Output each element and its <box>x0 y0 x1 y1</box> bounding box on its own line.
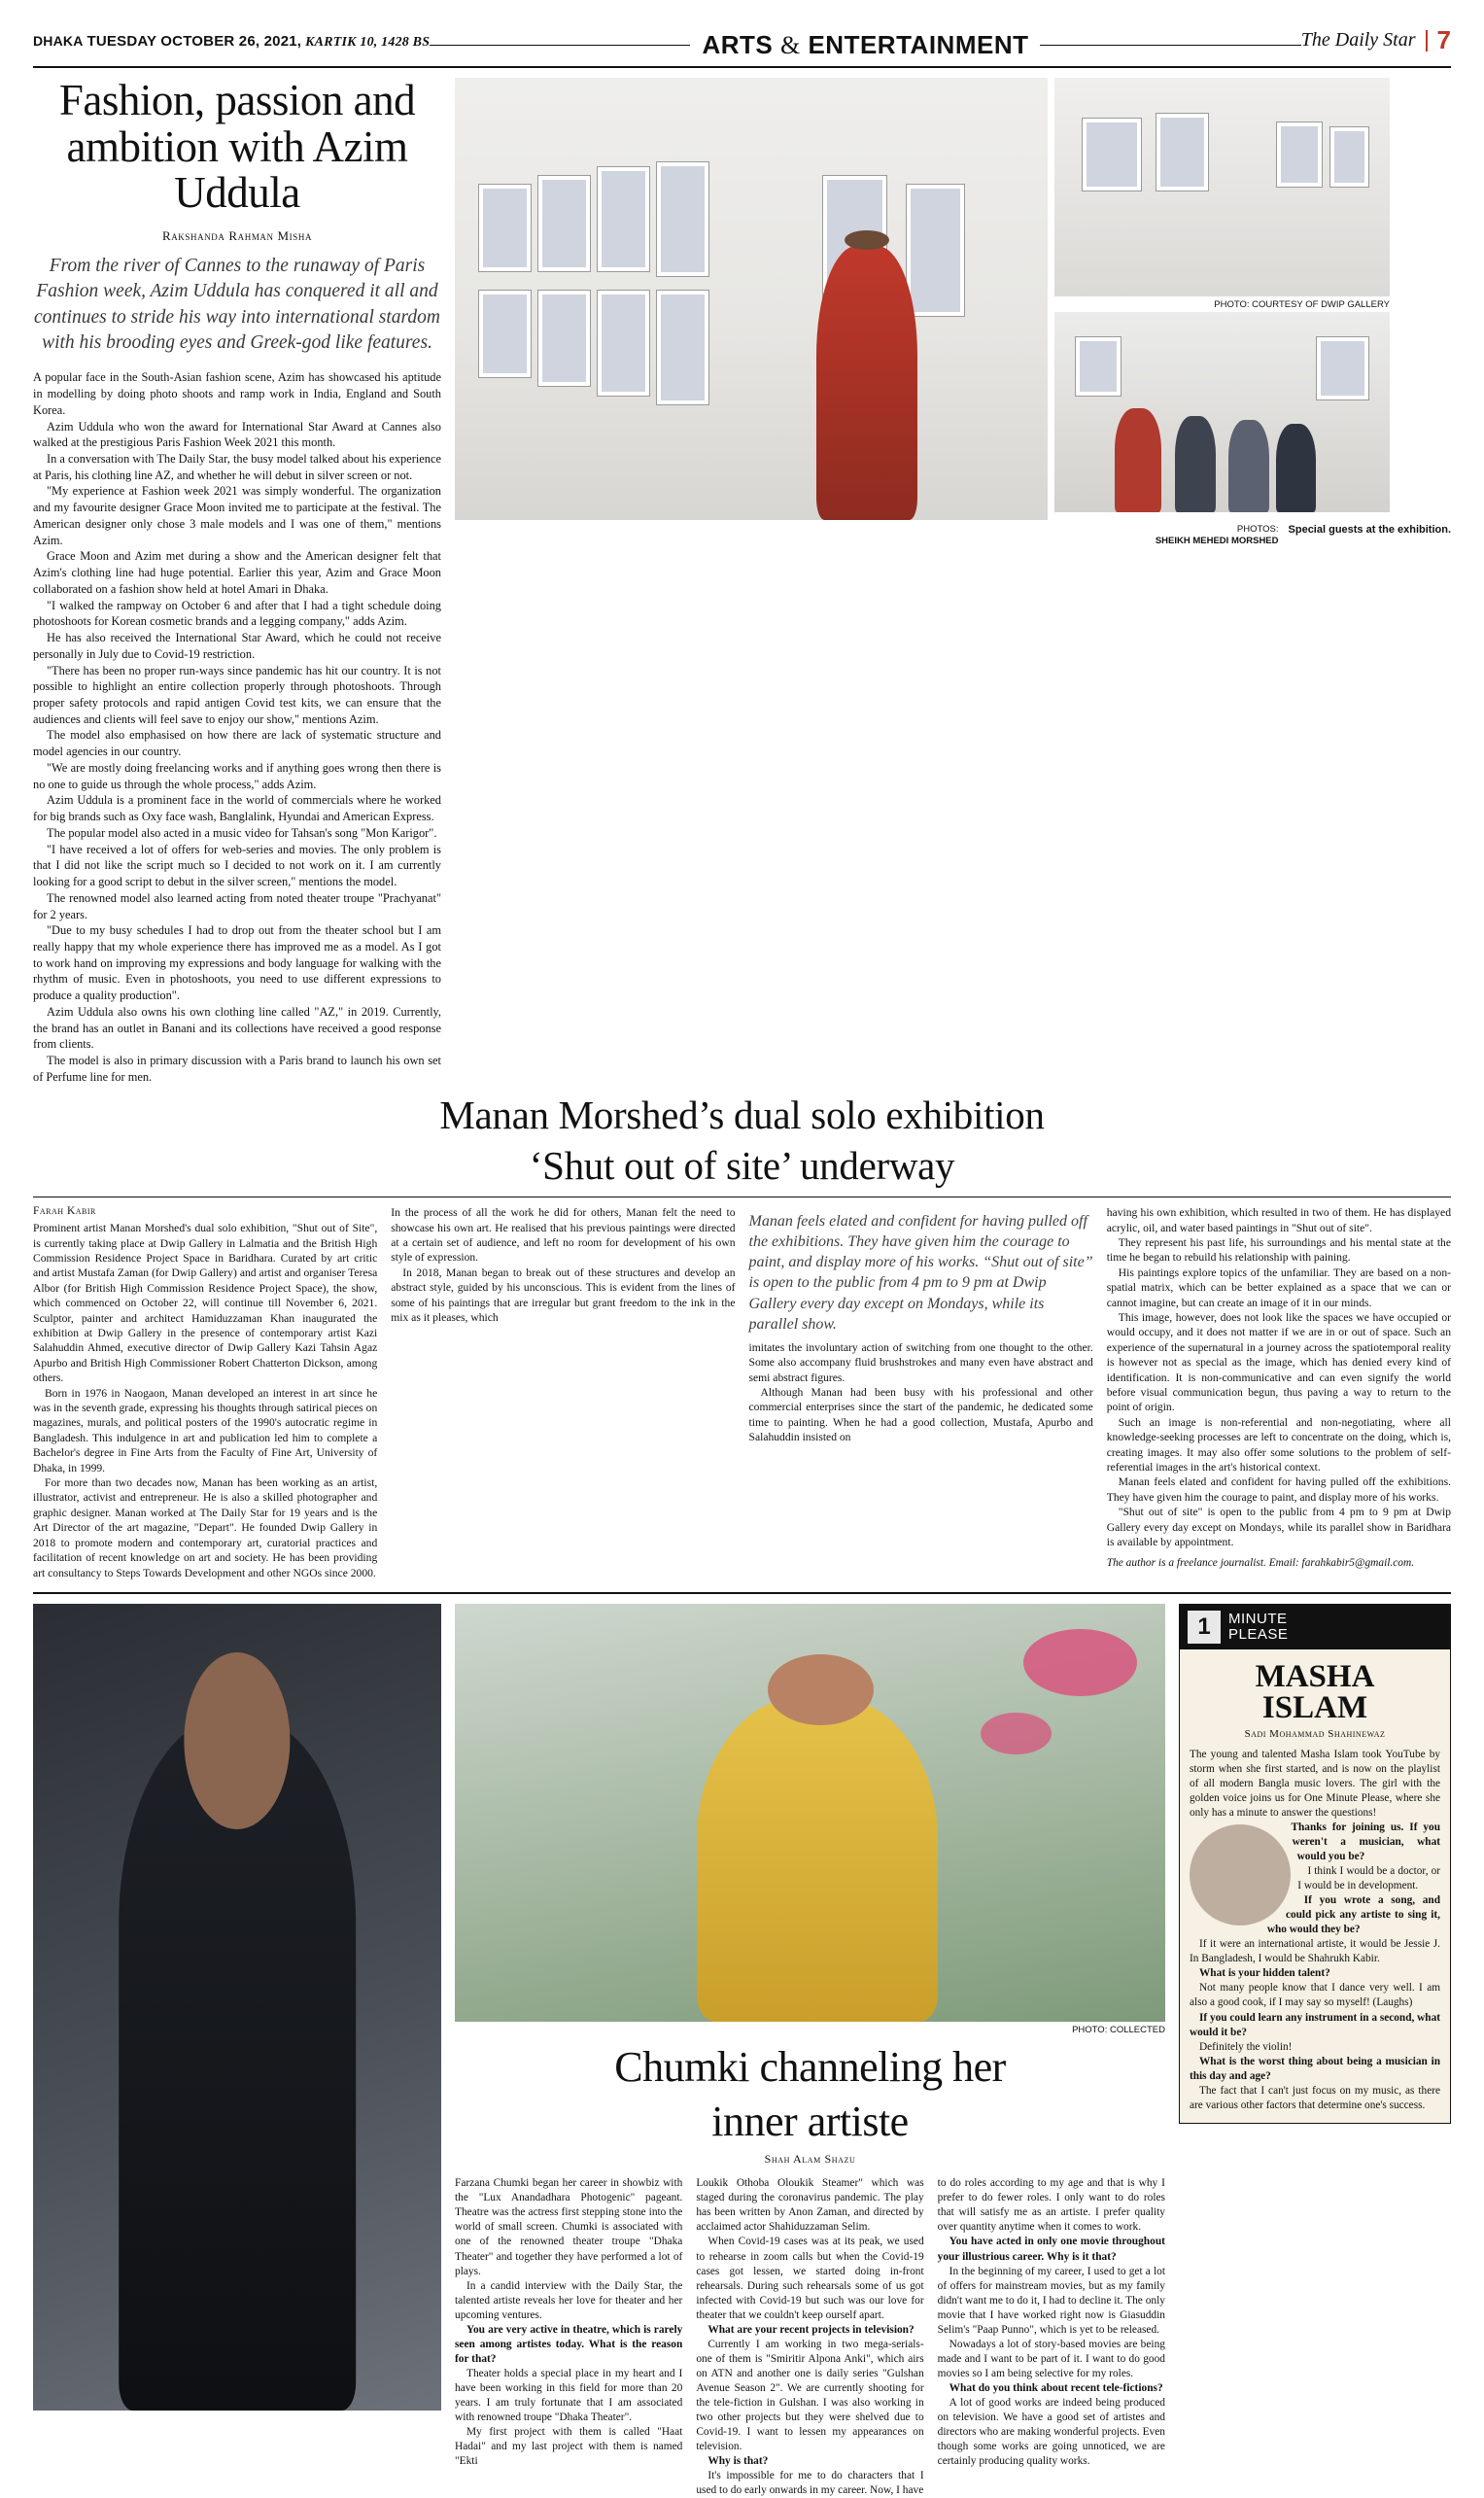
story3-question: What are your recent projects in television? <box>707 2323 915 2336</box>
story2-col3 <box>749 1205 1093 1580</box>
story2-col2 <box>391 1205 735 1580</box>
masthead-date: TUESDAY OCTOBER 26, 2021, <box>86 33 302 50</box>
story2 <box>33 1093 1451 1580</box>
story2-para: Prominent artist Manan Morshed's dual solo exhibition, "Shut out of Site", is currently taking place at Dwip Gallery in Lalmatia and the British High Commission Residence Project Space in Baridhara. Curated by art critic and artist Mustafa Zaman (for Dwip Gallery) and artist and organiser Teresa Albor (for British High Commission Residence Project Space), the show, which commenced on October 22, will continue till November 6, 2021. Sculptor, painter and architect Hamiduzzaman Khan inaugurated the exhibition at Dwip Gallery in the presence of contemporary artist Kazi Salahuddin Ahmed, executive director of Dwip Gallery Kazi Tahsin Agaz Apurbo and British High Commissioner Robert Chatterton Dickson, among others. <box>33 1222 378 1385</box>
story3-para: to do roles according to my age and that is why I prefer to do fewer roles. I only want to do roles that will satisfy me as an artiste. I prefer quality over quantity anytime when it comes to work. <box>937 2177 1165 2234</box>
gallery-corridor-photo <box>1054 78 1390 296</box>
story1-para: The model is also in primary discussion with a Paris brand to launch his own set of Perfume line for men. <box>33 1054 441 1084</box>
story2-para: imitates the involuntary action of switching from one thought to the other. Some also accompany fluid brushstrokes and many even have abstract and semi abstract figures. <box>748 1340 1093 1384</box>
photo-credit-label: PHOTOS: <box>1236 524 1279 535</box>
story1-para: "I have received a lot of offers for web-series and movies. The only problem is that I did not like the script much so I decided to not work on it. I am currently looking for a good script to debut in the silver screen," mentions the model. <box>33 842 441 889</box>
top-photo-block <box>455 78 1451 1086</box>
story3-byline: Shah Alam Shazu <box>764 2152 856 2167</box>
story3-question: What do you think about recent tele-fictions? <box>949 2381 1163 2394</box>
minute-please-block <box>1179 1604 1451 2498</box>
mp-question: If you wrote a song, and could pick any artiste to sing it, who would they be? <box>1266 1894 1440 1936</box>
story3-columns <box>455 2176 1165 2498</box>
story2-para: For more than two decades now, Manan has been working as an artist, illustrator, activist and entrepreneur. He is also a skilled photographer and graphic designer. Manan worked at The Daily Star for 19 years and is the Art Director of the art magazine, "Depart". He founded Dwip Gallery in 2018 to promote modern and contemporary art, curatorial practices and facilitation of recent knowledge on art and society. He has been providing art consultancy to Steps Towards Development and other NGOs since 2000. <box>33 1476 378 1579</box>
chumki-photo <box>455 1604 1165 2022</box>
story1-para: Azim Uddula also owns his own clothing line called "AZ," in 2019. Currently, the brand has an outlet in Banani and its collections have received a good response from clients. <box>33 1004 441 1052</box>
story3-question: You are very active in theatre, which is rarely seen among artistes today. What is the reason for that? <box>455 2323 683 2365</box>
story1-para: "I walked the rampway on October 6 and after that I had a tight schedule doing photoshoots for Korean cosmetic brands and a legging company," adds Azim. <box>33 598 441 629</box>
story3-para: When Covid-19 cases was at its peak, we used to rehearse in zoom calls but when the Covid-19 cases got lessen, we started doing in-front rehearsals. During such rehearsals some of us got infected with Covid-19 but such was our love for theater that we couldn't keep ourself apart. <box>696 2236 924 2321</box>
story2-col1 <box>33 1205 377 1580</box>
section-title-entertainment: ENTERTAINMENT <box>808 30 1029 59</box>
masthead-date-block <box>33 33 430 51</box>
story3-col3 <box>938 2176 1165 2498</box>
story2-headline-line2: ‘Shut out of site’ underway <box>529 1142 955 1188</box>
mp-answer: If it were an international artiste, it would be Jessie J. In Bangladesh, I would be Shahrukh Kabir. <box>1190 1938 1440 1965</box>
story1-para: In a conversation with The Daily Star, the busy model talked about his experience at Paris, his clothing line AZ, and whether he will debut in silver screen or not. <box>33 451 441 482</box>
story1-para: Grace Moon and Azim met during a show and the American designer felt that Azim's clothing line had huge potential. Earlier this year, Azim and Grace Moon collaborated on a fashion show held at hotel Amari in Dhaka. <box>33 549 441 596</box>
chumki-photo-credit: PHOTO: COLLECTED <box>1072 2024 1165 2035</box>
story3-headline-line1: Chumki channeling her <box>614 2042 1006 2091</box>
story2-para: In 2018, Manan began to break out of these structures and develop an abstract style, guided by his unconscious. This is evident from the lines of some of his paintings that are irregular but grant freedom to the ink in the mix as it pleases, which <box>391 1266 736 1324</box>
brand-name: The Daily Star <box>1300 29 1416 51</box>
minute-label-line1: MINUTE <box>1228 1611 1288 1628</box>
story2-para: His paintings explore topics of the unfamiliar. They are based on a non-spatial matrix, which can be better explained as a space that we can or cannot imagine, but can create an image of it in our minds. <box>1106 1266 1451 1309</box>
gallery-wall-art <box>455 78 1048 520</box>
mp-answer: Not many people know that I dance very well. I am also a good cook, if I may say so myself! (Laughs) <box>1190 1982 1440 2009</box>
story3-headline-line2: inner artiste <box>711 2098 909 2146</box>
masthead <box>33 25 1451 68</box>
mp-question: Thanks for joining us. If you weren't a musician, what would you be? <box>1291 1821 1440 1863</box>
story1-para: "There has been no proper run-ways since pandemic has hit our country. It is not possible to highlight an entire collection properly through photoshoots. Through proper safety protocols and rapid antigen Covid test kits, we can ensure that the audiences and clients will feel save to enjoy our show," mentions Azim. <box>33 663 441 726</box>
story1-column <box>33 78 441 1086</box>
minute-please-header <box>1180 1605 1450 1649</box>
story3-col1 <box>455 2176 682 2498</box>
story1-para: "Due to my busy schedules I had to drop out from the theater school but I am really happy that my whole experience there has improved me as a model. As I got to work hand on improving my expressions and body language for walking with the rhythm of music. Even in photoshoots, you need to use different expressions to produce a quality production". <box>33 923 441 1003</box>
mp-answer: Definitely the violin! <box>1199 2040 1293 2053</box>
mp-answer: I think I would be a doctor, or I would be in development. <box>1297 1865 1440 1892</box>
masha-name-line2: ISLAM <box>1261 1689 1368 1725</box>
story3-para: Theater holds a special place in my heart and I have been working in this field for more than 20 years. I am truly fortunate that I am associated with renowned troupe "Dhaka Theater". <box>455 2367 683 2424</box>
rule-right <box>1040 45 1300 46</box>
story2-para: Manan feels elated and confident for having pulled off the exhibitions. They have given him the courage to paint, and display more of his works. <box>1106 1475 1451 1504</box>
story2-byline: Farah Kabir <box>33 1205 96 1218</box>
minute-please-box <box>1179 1604 1451 2124</box>
minute-please-byline: Sadi Mohammad Shahinewaz <box>1244 1728 1386 1741</box>
story2-para: In the process of all the work he did for others, Manan felt the need to showcase his own art. He realised that his previous paintings were directed at a certain set of audience, and left no room for development of his own style of expression. <box>391 1206 736 1265</box>
story1-headline: Fashion, passion and ambition with Azim Uddula <box>58 76 416 218</box>
story1-para: The model also emphasised on how there are lack of systematic structure and model agencies in our country. <box>33 728 441 759</box>
story1-para: The renowned model also learned acting from noted theater troupe "Prachyanat" for 2 years. <box>33 890 441 921</box>
story3-para: In a candid interview with the Daily Star, the talented artiste reveals her love for theater and her upcoming ventures. <box>455 2279 683 2321</box>
section-title <box>702 30 1028 60</box>
story3-question: Why is that? <box>707 2455 769 2468</box>
story3-para: Nowadays a lot of story-based movies are being made and I want to be part of it. I want to do good movies so I am being selective for my roles. <box>937 2338 1165 2379</box>
story1-para: A popular face in the South-Asian fashion scene, Azim has showcased his aptitude in modelling by doing photo shoots and ramp work in India, England and South Korea. <box>33 370 441 417</box>
story2-para: This image, however, does not look like the spaces we have occupied or would occupy, and it does not matter if we are in or out of space. Such an experience of the supernatural in a journey across the spatiotemporal reality is however not as special as the image, which has denied every kind of identification. It is non-communicative and can even signify the world before visual communication begun, thus paving a way to return to the point of origin. <box>1106 1311 1451 1414</box>
mp-question: What is your hidden talent? <box>1199 1967 1330 1980</box>
story1-para: The popular model also acted in a music video for Tahsan's song "Mon Karigor". <box>47 825 437 840</box>
masthead-city: DHAKA <box>33 33 84 49</box>
masha-name-line1: MASHA <box>1255 1658 1375 1694</box>
page-number: 7 <box>1436 25 1451 54</box>
photo-caption-row <box>455 524 1451 547</box>
photo-caption: Special guests at the exhibition. <box>1288 524 1451 536</box>
story1-para: Azim Uddula is a prominent face in the world of commercials where he worked for big brands such as Oxy face wash, Banglalink, Hyundai and American Express. <box>33 793 441 824</box>
special-guests-photo <box>1054 312 1390 512</box>
story1-standfirst: From the river of Cannes to the runaway of Paris Fashion week, Azim Uddula has conquered it all and continues to stride his way into international stardom with his brooding eyes and Greek-god like features. <box>34 256 440 353</box>
story2-headline-line1: Manan Morshed’s dual solo exhibition <box>439 1092 1045 1137</box>
masthead-bs-date: KARTIK 10, 1428 BS <box>305 35 431 50</box>
story1-byline: Rakshanda Rahman Misha <box>161 228 313 244</box>
story3-para: Loukik Othoba Oloukik Steamer" which was staged during the coronavirus pandemic. The play has been written by Anon Zaman, and directed by acclaimed actor Shahiduzzaman Selim. <box>696 2177 924 2234</box>
photo-row <box>455 78 1451 520</box>
story3-para: Farzana Chumki began her career in showbiz with the "Lux Anandadhara Photogenic" pageant. Theatre was the actress first stepping stone into the world of small screen. Chumki is associated with one of the renowned theater troupe "Dhaka Theater" and together they have performed a lot of plays. <box>455 2177 683 2277</box>
section-title-arts: ARTS <box>702 30 774 59</box>
masha-avatar <box>1190 1824 1291 1926</box>
photo-credit-right: PHOTO: COURTESY OF DWIP GALLERY <box>1214 299 1390 310</box>
story3-para: My first project with them is called "Haat Hadai" and my last project with them is named "Ekti <box>455 2426 683 2468</box>
photo-credit-left <box>1156 524 1279 547</box>
minute-number: 1 <box>1188 1611 1221 1644</box>
section-title-block <box>430 30 1301 60</box>
exhibition-gallery-photo <box>455 78 1048 520</box>
story2-columns <box>33 1205 1451 1580</box>
story2-para: Such an image is non-referential and non-negotiating, where all knowledge-seeking processes are left to concentrate on the doing, which is, creating images. It may also offer some solutions to the problem of self-referential images in the art's historical context. <box>1106 1415 1451 1475</box>
section-divider <box>33 1592 1451 1594</box>
story2-para: They represent his past life, his surroundings and his mental state at the time he began to rebuild his relationship with paining. <box>1106 1235 1451 1265</box>
minute-label-line2: PLEASE <box>1228 1625 1289 1643</box>
story1-para: "My experience at Fashion week 2021 was simply wonderful. The organization and my favourite designer Grace Moon invited me to participate at the festival. The American designer only chose 3 male models and I was one of them," mentions Azim. <box>33 484 441 547</box>
azim-portrait-block <box>33 1604 441 2498</box>
story1-body <box>33 369 441 1085</box>
story3-para: A lot of good works are indeed being produced on television. We have a good set of artistes and directors who are making wonderful projects. Even though some works are going unnoticed, we are certainly producing quality works. <box>937 2396 1165 2468</box>
story3-para: It's impossible for me to do characters that I used to do early onwards in my career. Now, I have <box>696 2470 924 2497</box>
story3-question: You have acted in only one movie throughout your illustrious career. Why is it that? <box>937 2236 1165 2263</box>
story2-pullquote: Manan feels elated and confident for having pulled off the exhibitions. They have given him the courage to paint, and display more of his works. “Shut out of site” is open to the public from 4 pm to 9 pm at Dwip Gallery every day except on Mondays, while its parallel show. <box>748 1213 1093 1333</box>
story2-para: Born in 1976 in Naogaon, Manan developed an interest in art since he was in the seventh grade, expressing his thoughts through satirical pieces on magazines, murals, and political posters of the 1990's autocratic regime in Bangladesh. This indulgence in art and publication led him to complete a Bachelor's degree in Fine Arts from the Faculty of Fine Art, University of Dhaka, in 1999. <box>33 1386 378 1475</box>
masthead-brand-block <box>1301 25 1451 55</box>
story1-para: He has also received the International Star Award, which he could not receive personally in July due to Covid-19 restriction. <box>33 631 441 661</box>
mp-question: What is the worst thing about being a musician in this day and age? <box>1190 2055 1440 2082</box>
minute-please-body <box>1180 1748 1450 2112</box>
story3-para: In the beginning of my career, I used to get a lot of offers for mainstream movies, but as my family didn't want me to do it, I had to decline it. The only movie that I have worked right now is Giasuddin Selim's "Paap Punno", which is yet to be released. <box>937 2265 1165 2336</box>
section-title-amp: & <box>780 31 801 59</box>
story1-para: "We are mostly doing freelancing works and if anything goes wrong then there is no one to guide us through the whole process," adds Azim. <box>33 760 441 791</box>
divider <box>1426 30 1428 52</box>
story2-para: "Shut out of site" is open to the public from 4 pm to 9 pm at Dwip Gallery every day except on Mondays, while its parallel show in Baridhara is available by appointment. <box>1106 1506 1451 1549</box>
mp-answer: The fact that I can't just focus on my music, as there are various other factors that determine one's success. <box>1190 2084 1440 2111</box>
bottom-section <box>33 1604 1451 2498</box>
rule-left <box>430 45 690 46</box>
photo-credit-name: SHEIKH MEHEDI MORSHED <box>1155 535 1279 546</box>
story2-col4 <box>1107 1205 1451 1580</box>
story3-para: Currently I am working in two mega-serials- one of them is "Smiritir Alpona Anki", which airs on ATN and another one is daily series "Gulshan Avenue Season 2". We are currently shooting for the tele-fiction in Gulshan. I was also working in two other projects but they were shelved due to Covid-19. I want to lessen my appearances on television. <box>696 2338 924 2453</box>
story3-block <box>455 1604 1165 2498</box>
minute-please-label <box>1228 1612 1288 1643</box>
story2-author-note: The author is a freelance journalist. Email: farahkabir5@gmail.com. <box>1106 1556 1415 1569</box>
azim-portrait-photo <box>33 1604 441 2411</box>
mp-question: If you could learn any instrument in a second, what would it be? <box>1190 2011 1440 2038</box>
mp-intro: The young and talented Masha Islam took YouTube by storm when she first started, and is now on the playlist of all modern Bangla music lovers. The girl with the golden voice joins us for One Minute Please, where she only has a minute to answer the questions! <box>1190 1749 1440 1820</box>
story3-col2 <box>696 2176 923 2498</box>
top-section <box>33 78 1451 1086</box>
story2-para: Although Manan had been busy with his professional and other commercial enterprises since the start of the pandemic, he dedicated some time to painting. When he had a good collection, Mustafa, Apurbo and Salahuddin insisted on <box>748 1386 1093 1444</box>
story1-para: Azim Uddula who won the award for International Star Award at Cannes also walked at the prestigious Paris Fashion Week 2021 this month. <box>33 419 441 450</box>
story2-para: having his own exhibition, which resulted in two of them. He has displayed acrylic, oil, and water based paintings in "Shut out of site". <box>1106 1206 1451 1234</box>
